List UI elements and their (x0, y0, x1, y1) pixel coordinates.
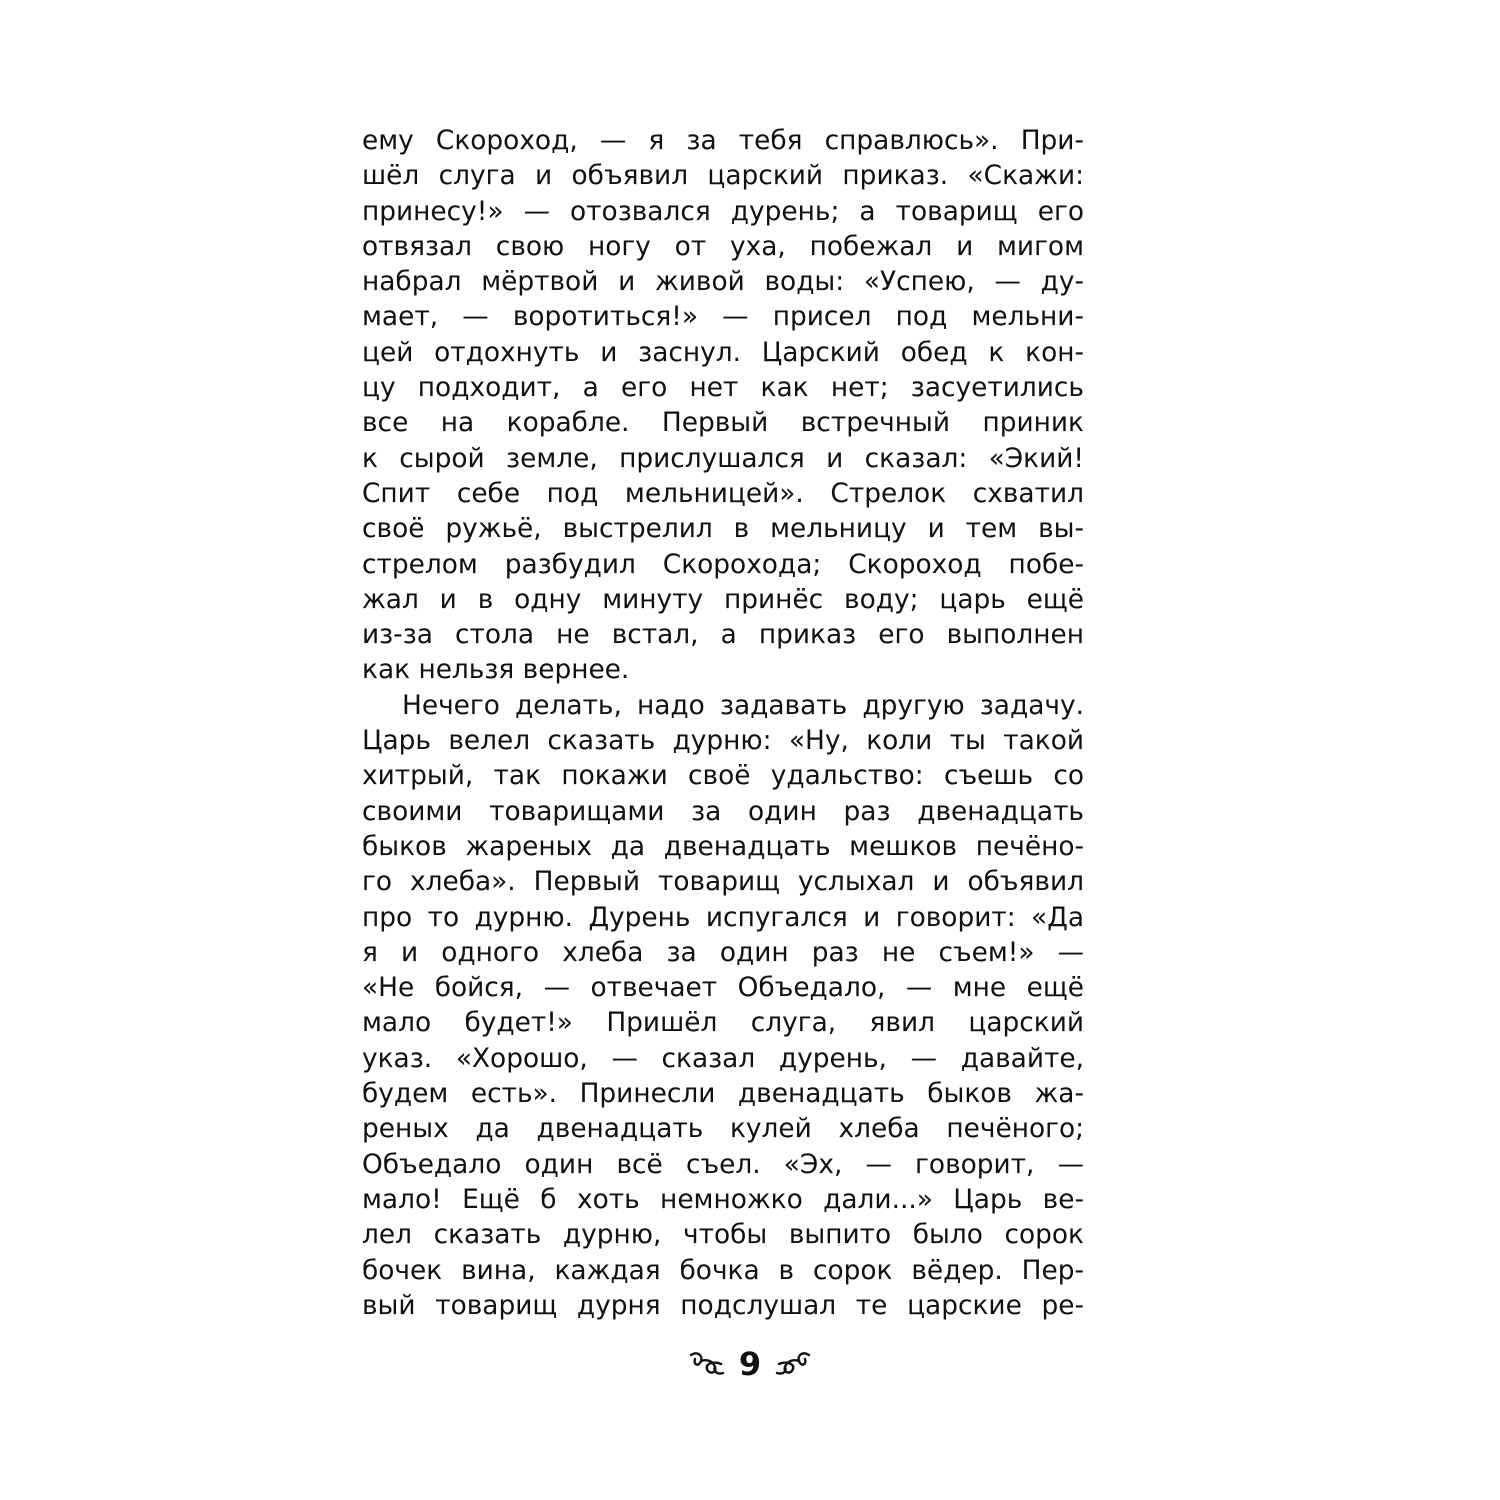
text-line: указ. «Хорошо, — сказал дурень, — давайте, (362, 1042, 1084, 1074)
text-line: хитрый, так покажи своё удальство: съешь со (362, 760, 1084, 792)
text-line: к сырой земле, прислушался и сказал: «Экий! (362, 442, 1084, 474)
text-line: принесу!» — отозвался дурень; а товарищ его (362, 195, 1084, 227)
text-line: ему Скороход, — я за тебя справлюсь». При- (362, 125, 1084, 156)
text-line: мало! Ещё б хоть немножко дали...» Царь ве- (362, 1183, 1084, 1215)
flourish-right-icon (775, 1349, 811, 1379)
text-line: цей отдохнуть и заснул. Царский обед к кон- (362, 336, 1084, 368)
text-line: Царь велел сказать дурню: «Ну, коли ты такой (362, 725, 1084, 757)
text-line: Объедало один всё съел. «Эх, — говорит, — (362, 1148, 1084, 1180)
text-line: мало будет!» Пришёл слуга, явил царский (362, 1007, 1084, 1039)
text-line: реных да двенадцать кулей хлеба печёного; (362, 1113, 1084, 1145)
text-line: быков жареных да двенадцать мешков печёно- (362, 830, 1084, 862)
text-line: вый товарищ дурня подслушал те царские ре- (362, 1289, 1084, 1321)
text-line: мает, — воротиться!» — присел под мельни- (362, 301, 1084, 333)
text-line: стрелом разбудил Скорохода; Скороход побе- (362, 548, 1084, 580)
text-line: все на корабле. Первый встречный приник (362, 407, 1084, 439)
text-line: Нечего делать, надо задавать другую задачу. (402, 689, 1084, 721)
text-line: бочек вина, каждая бочка в сорок вёдер. Пер- (362, 1254, 1084, 1286)
text-line: го хлеба». Первый товарищ услыхал и объявил (362, 866, 1084, 898)
text-line: своё ружьё, выстрелил в мельницу и тем вы- (362, 513, 1084, 545)
text-line: жал и в одну минуту принёс воду; царь ещё (362, 583, 1084, 615)
text-line: цу подходит, а его нет как нет; засуетились (362, 372, 1084, 404)
text-line: лел сказать дурню, чтобы выпито было сорок (362, 1219, 1084, 1251)
text-line: будем есть». Принесли двенадцать быков жа- (362, 1078, 1084, 1110)
text-line: я и одного хлеба за один раз не съем!» — (362, 936, 1084, 968)
text-line: набрал мёртвой и живой воды: «Успею, — ду- (362, 266, 1084, 298)
text-block (362, 123, 1084, 1323)
text-line: из-за стола не встал, а приказ его выполнен (362, 619, 1084, 651)
page-number: 9 (738, 1345, 762, 1383)
text-line: про то дурню. Дурень испугался и говорит: «Да (362, 901, 1084, 933)
text-line: Спит себе под мельницей». Стрелок схватил (362, 477, 1084, 509)
text-line: шёл слуга и объявил царский приказ. «Скажи: (362, 160, 1084, 192)
flourish-left-icon (689, 1349, 725, 1379)
text-line: своими товарищами за один раз двенадцать (362, 795, 1084, 827)
text-line: отвязал свою ногу от уха, побежал и мигом (362, 230, 1084, 262)
text-line: как нельзя вернее. (362, 654, 630, 686)
page-footer (0, 1342, 1500, 1386)
text-line: «Не бойся, — отвечает Объедало, — мне ещё (362, 972, 1084, 1004)
